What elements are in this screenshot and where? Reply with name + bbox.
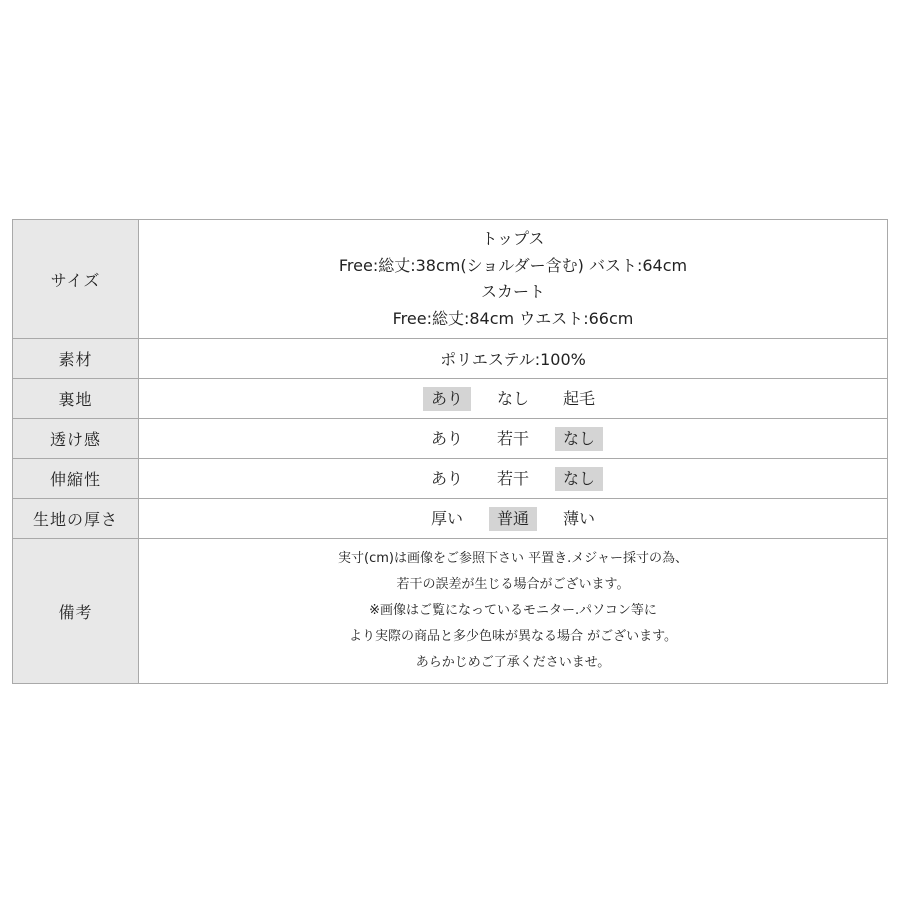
material-row [13, 339, 888, 379]
stretch-options [139, 467, 887, 491]
notes-line: 実寸(cm)は画像をご参照下さい 平置き.メジャー採寸の為、 [338, 551, 688, 566]
stretch-row [13, 459, 888, 499]
thickness-option: 薄い [562, 508, 595, 528]
size-value [139, 220, 888, 339]
lining-value [139, 379, 888, 419]
sheerness-option: あり [430, 428, 463, 448]
thickness-options [139, 507, 887, 531]
thickness-label: 生地の厚さ [13, 499, 139, 539]
lining-option: 起毛 [562, 388, 595, 408]
thickness-option: 厚い [430, 508, 463, 528]
stretch-value [139, 459, 888, 499]
material-label: 素材 [13, 339, 139, 379]
sheerness-row [13, 419, 888, 459]
notes-line: あらかじめご了承くださいませ。 [415, 655, 611, 670]
sheerness-value [139, 419, 888, 459]
size-row [13, 220, 888, 339]
size-line-skirt-measurements: Free:総丈:84cm ウエスト:66cm [392, 308, 634, 328]
thickness-row [13, 499, 888, 539]
thickness-value [139, 499, 888, 539]
notes-value [139, 539, 888, 684]
stretch-option: なし [555, 467, 603, 491]
lining-options [139, 387, 887, 411]
material-value: ポリエステル:100% [139, 339, 888, 379]
lining-row [13, 379, 888, 419]
size-line-tops-heading: トップス [481, 229, 545, 248]
size-label: サイズ [13, 220, 139, 339]
sheerness-option: 若干 [496, 428, 529, 448]
lining-label: 裏地 [13, 379, 139, 419]
size-line-skirt-heading: スカート [480, 282, 545, 301]
sheerness-options [139, 427, 887, 451]
notes-line: より実際の商品と多少色味が異なる場合 がございます。 [348, 629, 678, 644]
size-line-tops-measurements: Free:総丈:38cm(ショルダー含む) バスト:64cm [338, 255, 688, 275]
notes-row [13, 539, 888, 684]
notes-label: 備考 [13, 539, 139, 684]
lining-option: なし [496, 388, 529, 408]
stretch-label: 伸縮性 [13, 459, 139, 499]
sheerness-label: 透け感 [13, 419, 139, 459]
stretch-option: 若干 [496, 468, 529, 488]
thickness-option: 普通 [489, 507, 537, 531]
notes-line: ※画像はご覧になっているモニター.パソコン等に [369, 603, 657, 618]
notes-line: 若干の誤差が生じる場合がございます。 [396, 577, 630, 592]
stretch-option: あり [430, 468, 463, 488]
lining-option: あり [423, 387, 471, 411]
sheerness-option: なし [555, 427, 603, 451]
product-spec-table [12, 219, 888, 684]
